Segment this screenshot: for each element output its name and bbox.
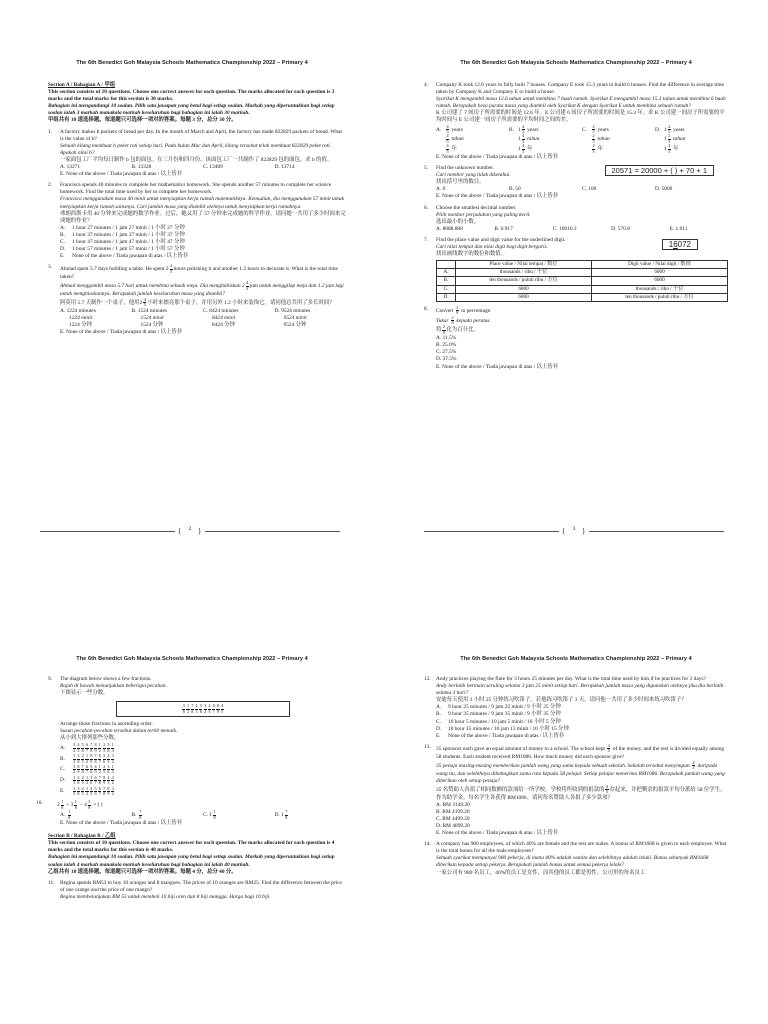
fraction: $\frac{1}{8}$ xyxy=(68,809,71,820)
fraction: $\frac{4}{5}$ xyxy=(94,764,97,775)
page-3 xyxy=(384,0,768,535)
question-text-zh: 下图显示一些分数。 xyxy=(60,690,109,697)
fraction: $\frac{2}{5}$ xyxy=(668,133,671,144)
option-d-zh: 9524 分钟 xyxy=(283,322,307,329)
option-b[interactable]: B. 25.0% xyxy=(436,342,457,349)
option-a[interactable]: A. 13271 xyxy=(60,164,81,171)
question-text-ms: Tukar $\frac{2}{8}$ kepada peratus. xyxy=(436,314,491,325)
option-b[interactable]: B. 9 hour 35 minutes / 9 jam 35 minit / 9 小时 35 分钟 xyxy=(436,711,561,718)
option-a[interactable]: A. RM 3149.20 xyxy=(436,801,470,808)
option-b[interactable]: B. 0.917 xyxy=(494,225,513,232)
q9-options xyxy=(60,743,346,796)
table-cell: 6000 xyxy=(592,269,728,277)
question-14 xyxy=(424,841,728,876)
fraction: $\frac{3}{8}$ xyxy=(77,753,80,764)
fraction: $\frac{4}{5}$ xyxy=(446,133,449,144)
page-content xyxy=(48,82,346,336)
option-d[interactable]: D. 10 hour 15 minutes / 10 jam 15 minit / 10 小时 15 分钟 xyxy=(436,725,569,732)
fraction: $\frac{8}{9}$ xyxy=(90,753,93,764)
fraction: $\frac{4}{5}$ xyxy=(77,742,80,753)
question-text-zh: K 公司建了 7 间房子所需要的时间是 12.6 年。E 公司建 6 间房子所需要的时间是 15.3 年。求 K 公司建一间房子所需要的平均时间与 E 公司建一间房子所需要的平均时间之间的差。 xyxy=(436,110,725,124)
fraction: $\frac{6}{7}$ xyxy=(85,742,89,753)
fraction: $\frac{1}{2}$ xyxy=(186,703,190,714)
question-text-ms: Rajah di bawah menunjukkan beberapa pecahan. xyxy=(60,683,167,690)
fraction: $\frac{7}{8}$ xyxy=(98,774,101,786)
question-number: 6. xyxy=(424,204,429,211)
question-text-en: Company K took 12.6 years to fully built 7 houses. Company E took 15.3 years to build 6 houses. Find the difference in average time taken by Company K and Company E to build a house. xyxy=(436,82,724,96)
fraction: $\frac{1}{2}$ xyxy=(98,742,101,753)
table-header-row xyxy=(437,261,728,269)
question-text-en: The diagram below shows a few fractions. xyxy=(60,676,152,682)
option-b[interactable]: B. 1 hour 37 minutes / 1 jam 37 minit / 1 小时 37 分钟 xyxy=(60,231,185,238)
option-c[interactable]: C. 10010.3 xyxy=(552,225,577,232)
fraction: $\frac{4}{5}$ xyxy=(90,785,93,797)
option-d[interactable]: D.1 $\frac{2}{5}$ years 1 $\frac{2}{5}$ tahun 1 $\frac{2}{5}$ 年 xyxy=(655,123,686,154)
option-b-zh: 1524 分钟 xyxy=(140,322,164,329)
fraction: $\frac{3}{2}$ xyxy=(73,742,76,753)
table-row[interactable] xyxy=(437,293,728,301)
question-2 xyxy=(48,182,346,260)
page-content xyxy=(36,676,346,901)
question-number: 2. xyxy=(48,182,53,189)
fraction: $\frac{4}{5}$ xyxy=(522,123,525,134)
fraction: $\frac{6}{7}$ xyxy=(94,774,97,786)
table-row[interactable] xyxy=(437,277,728,285)
option-b[interactable]: B. 50 xyxy=(509,186,521,193)
fraction: $\frac{3}{2}$ xyxy=(73,764,76,775)
section-a-intro-zh: 甲组共有 10 道选择题。每道题只可选择一项对的答案。每题 3 分，总分 30 分。 xyxy=(48,117,237,124)
question-number: 12. xyxy=(424,676,431,682)
page-number: 3 xyxy=(572,526,576,532)
table-cell: thousands / ribu / 千位 xyxy=(592,285,728,293)
question-text-ms: Cari nilai tempat dan nilai digit bagi digit bergaris. xyxy=(436,244,548,251)
question-number: 11. xyxy=(48,879,55,886)
option-c[interactable]: C. $\frac{2}{5}$ years $\frac{2}{5}$ tahun $\frac{2}{5}$ 年 xyxy=(582,123,610,154)
option-a[interactable]: A. 1224 minutes xyxy=(60,307,96,314)
question-number: 4. xyxy=(424,82,429,88)
question-text-zh: 弗朗西斯卡用 40 分钟来完成她的数学作业。过后，她又用了 57 分钟来完成她的科学作业。请问她一共用了多少时间来完成她的作业？ xyxy=(60,210,346,224)
fraction: $\frac{3}{8}$ xyxy=(107,764,110,775)
option-a[interactable]: A. $\frac{4}{5}$ years $\frac{4}{5}$ tahun $\frac{4}{5}$ 年 xyxy=(436,123,464,154)
place-value-table xyxy=(436,260,728,301)
option-e[interactable]: E. None of the above / Tiada jawapan di atas / 以上皆非 xyxy=(60,329,183,336)
question-number: 8. xyxy=(424,305,429,312)
fraction: $\frac{1}{2}$ xyxy=(85,774,89,786)
fraction: $\frac{1}{8}$ xyxy=(213,809,216,820)
fraction: $\frac{8}{9}$ xyxy=(94,742,97,753)
fraction: $\frac{1}{3}$ xyxy=(73,753,76,764)
fraction: $\frac{5}{6}$ xyxy=(94,785,97,797)
fraction: $\frac{7}{8}$ xyxy=(285,809,288,820)
question-text-ms: Cari nombor yang tidak diketahui. xyxy=(436,172,511,179)
fraction: $\frac{4}{5}$ xyxy=(143,297,146,308)
fraction: $\frac{8}{9}$ xyxy=(216,703,220,714)
section-b-intro-zh: 乙组共有 10 道选择题。每道题只可选择一项对的答案。每题 4 分，总分 40 分。 xyxy=(48,868,237,875)
question-text-ms: Regina membelanjakan RM 53 untuk membeli 10 biji oren dan 8 biji mangga. Harga bagi 10 biji xyxy=(60,893,270,900)
fraction: $\frac{2}{5}$ xyxy=(103,742,106,753)
fraction: $\frac{2}{5}$ xyxy=(668,143,671,154)
question-number: 3. xyxy=(48,264,53,271)
fraction: $\frac{2}{8}$ xyxy=(442,324,445,335)
fraction: $\frac{1}{3}$ xyxy=(111,742,114,753)
table-header-cell xyxy=(437,261,456,269)
question-11 xyxy=(48,880,346,901)
question-text-ms: Sebuah kilang membuat b peket roti setiap hari. Pada bulan Mac dan April, kilang tersebut telah membuat 822829 peket roti. Apakah nilai b? xyxy=(60,142,332,156)
question-number: 10. xyxy=(36,800,43,807)
table-cell: B. xyxy=(437,277,456,285)
table-cell: 6000 xyxy=(456,293,592,301)
page-header: The 6th Benedict Goh Malaysia Schools Mathematics Championship 2022 – Primary 4 xyxy=(460,656,692,662)
option-e[interactable]: E. $\frac{1}{3}$ $\frac{3}{8}$ $\frac{2}{5}$ $\frac{1}{2}$ $\frac{4}{5}$ $\frac{5}{6}$ $\frac{6}{7}$ $\frac{7}{8}$ $\frac{8}{9}$ $\frac{3}{2}$ xyxy=(60,785,114,797)
question-text-en: Ahmad spent 5.7 days building a table. He spent 2 $\frac{4}{5}$ hours polishing it and another 1.2 hours to decorate it. What is the total time taken? xyxy=(60,263,338,281)
section-b-intro-en: This section consists of 10 questions. Choose one correct answer for each question. The marks allocated for each question is 4 marks and the total marks for this section is 40 marks. xyxy=(48,840,335,854)
question-number: 9. xyxy=(48,676,53,682)
fraction: $\frac{5}{6}$ xyxy=(90,774,93,786)
question-text-en: A company has 980 employees, of which 40% are female and the rest are males. A bonus of RM1668 is given to each employee. What is the total bonus for all the male employees? xyxy=(436,841,727,855)
fraction: $\frac{4}{5}$ xyxy=(522,133,525,144)
fraction: $\frac{2}{5}$ xyxy=(81,753,84,764)
option-b[interactable]: B.1 $\frac{4}{5}$ years 1 $\frac{4}{5}$ tahun 1 $\frac{4}{5}$ 年 xyxy=(509,123,540,154)
fraction: $\frac{3}{8}$ xyxy=(77,785,80,797)
table-cell: 6000 xyxy=(592,277,728,285)
option-b[interactable]: B. RM 4199.20 xyxy=(436,808,470,815)
option-b[interactable]: B. $\frac{7}{8}$ xyxy=(131,809,142,820)
fraction: $\frac{2}{5}$ xyxy=(668,123,671,134)
fraction: $\frac{2}{5}$ xyxy=(592,123,595,134)
fraction: $\frac{8}{9}$ xyxy=(103,774,106,786)
fraction: $\frac{4}{5}$ xyxy=(107,753,110,764)
page-number: 2 xyxy=(188,526,192,532)
fraction: $\frac{7}{8}$ xyxy=(139,809,142,820)
number-value: 16072 xyxy=(668,239,691,249)
option-d[interactable]: D. 5000 xyxy=(655,186,673,193)
fraction: $\frac{1}{3}$ xyxy=(73,774,76,786)
question-text-zh: 一家公司有 980 名员工，40%的员工是女性，而其他的员工都是男性。公司里的每名员工 xyxy=(436,869,646,876)
option-a[interactable]: A. $\frac{1}{8}$ xyxy=(60,809,71,820)
fraction: $\frac{4}{5}$ xyxy=(522,143,525,154)
fraction: $\frac{4}{5}$ xyxy=(246,280,249,291)
question-text-en: Find the place value and digit value for the underlined digit. xyxy=(436,236,566,243)
fraction: $\frac{7}{8}$ xyxy=(81,764,84,775)
fraction: $\frac{3}{2}$ xyxy=(111,785,114,797)
question-text-zh: 找出画线数字的数位和数值。 xyxy=(436,251,507,258)
footer-bracket-left: { xyxy=(178,527,182,535)
option-e[interactable]: E. None of the above / Tiada jawapan di atas / 以上皆非 xyxy=(60,820,183,827)
question-text-zh: 找出括号里的数目。 xyxy=(436,179,485,186)
page-4 xyxy=(0,512,384,1024)
option-d[interactable]: D. 570.8 xyxy=(611,225,630,232)
fraction: $\frac{2}{5}$ xyxy=(81,785,84,797)
fraction: $\frac{7}{8}$ xyxy=(103,785,106,797)
option-a-ms: 1224 minit xyxy=(69,314,93,321)
option-b[interactable]: B. $\frac{1}{3}$ $\frac{3}{8}$ $\frac{2}{5}$ $\frac{1}{2}$ $\frac{8}{9}$ $\frac{7}{8}$ $\frac{6}{7}$ $\frac{5}{6}$ $\frac{4}{5}$ $\frac{3}{2}$ xyxy=(60,753,114,764)
section-b-title: Section B / Bahagian B / 乙组 xyxy=(48,833,116,840)
fraction: $\frac{3}{8}$ xyxy=(107,742,110,753)
fraction: $\frac{1}{3}$ xyxy=(195,703,198,714)
page-header: The 6th Benedict Goh Malaysia Schools Mathematics Championship 2022 – Primary 4 xyxy=(76,60,308,66)
fraction: $\frac{5}{6}$ xyxy=(199,703,202,714)
fraction: $\frac{2}{8}$ xyxy=(451,314,454,325)
option-a[interactable]: A. 11.5% xyxy=(436,335,457,342)
question-number: 7. xyxy=(424,236,429,243)
option-d[interactable]: D. 1 $\frac{7}{8}$ xyxy=(274,809,288,820)
section-a-title: Section A / Bahagian A / 甲组 xyxy=(48,82,116,88)
fraction: $\frac{2}{5}$ xyxy=(592,133,595,144)
instruction-zh: 从小到大排列那些分数。 xyxy=(60,735,120,742)
question-text-ms: Andy berlatih bermain seruling selama 3 jam 25 minit setiap hari. Berapakah jumlah masa yang digunakan olehnya jika dia berlatih selama 3 hari? xyxy=(436,683,724,697)
fraction: $\frac{1}{2}$ xyxy=(85,785,89,797)
option-d[interactable]: D. 13714 xyxy=(274,164,295,171)
question-12 xyxy=(424,676,728,740)
question-text-ms: Francisca menggunakan masa 40 minit untuk menyiapkan kerja rumah matematiknya. Kemudian, dia menggunakan 57 minit untuk menyiapkan kerja rumah sainsnya. Cari jumlah masa yang diambil olehnya untuk menyiapkan kerja rumahnya. xyxy=(60,196,345,210)
question-text-zh: 阿莫用 5.7 天制作一个桌子。他用2 $\frac{4}{5}$ 小时来擦亮那个桌子，并用另外 1.2 小时来装饰它。请问他总共用了多长时间？ xyxy=(60,297,335,308)
table-cell: ten thousands / puluh ribu / 万位 xyxy=(456,277,592,285)
option-c[interactable]: C. 27.5% xyxy=(436,349,457,356)
option-c[interactable]: C. 13489 xyxy=(203,164,223,171)
option-d[interactable]: D. RM 4899.20 xyxy=(436,822,470,829)
instruction-en: Arrange those fractions in ascending order. xyxy=(60,721,153,728)
question-text-ms: Pilih nombor perpuluhan yang paling kecil. xyxy=(436,211,531,218)
section-a-intro-en: This section consists of 10 questions. Choose one correct answer for each question. The marks allocated for each question is 3 marks and the total marks for this section is 30 marks. xyxy=(48,89,335,103)
question-number: 5. xyxy=(424,165,429,172)
fraction: $\frac{2}{5}$ xyxy=(103,764,106,775)
question-text-zh: 35 名赞助人各捐了相同数额的款项给一所学校。学校将所收到的捐款的 $\frac{4}{5}$ 存起来，并把剩余的捐款平均分派给 58 位学生，作为助学金。每名学生各获得 RM1086。请问每名赞助人各捐了多少款项？ xyxy=(436,783,726,801)
page-2 xyxy=(0,0,384,535)
table-cell: D. xyxy=(437,293,456,301)
question-text-en: Choose the smallest decimal number. xyxy=(436,204,517,211)
number-box xyxy=(662,239,698,250)
question-1 xyxy=(48,129,346,179)
fraction: $\frac{4}{5}$ xyxy=(446,123,449,134)
page-header: The 6th Benedict Goh Malaysia Schools Mathematics Championship 2022 – Primary 4 xyxy=(460,60,692,66)
option-c[interactable]: C. 8424 minutes xyxy=(203,307,239,314)
table-cell: A. xyxy=(437,269,456,277)
option-c[interactable]: C. $\frac{3}{2}$ $\frac{8}{9}$ $\frac{7}{8}$ $\frac{6}{7}$ $\frac{5}{6}$ $\frac{4}{5}$ $\frac{1}{2}$ $\frac{2}{5}$ $\frac{3}{8}$ $\frac{1}{3}$ xyxy=(60,764,114,775)
fraction: $\frac{2}{8}$ xyxy=(456,304,459,316)
section-a-intro-ms: Bahagian ini mengandungi 10 soalan. Pilih satu jawapan yang betul bagi setiap soalan. Markah yang diperuntukkan bagi setiap soalan ialah 3 markah manakala markah keseluruhan bagi bahagian ini ialah 30 markah. xyxy=(48,103,335,117)
option-e[interactable]: E. None of the above / Tiada jawapan di atas / 以上皆非 xyxy=(436,830,559,837)
question-text-ms: Sebuah syarikat mempunyai 980 pekerja, di mana 40% adalah wanita dan selebihnya adalah lelaki. Bonus sebanyak RM1668 diberikan kepada setiap pekerja. Berapakah jumlah bonus untuk semua pekerja lelaki? xyxy=(436,855,709,869)
table-header-cell: Place value / Nilai tempat / 数位 xyxy=(456,261,592,269)
question-5 xyxy=(424,165,728,200)
equation-box: 20571 = 20000 + ( ) + 70 + 1 xyxy=(605,165,715,176)
table-cell: thousands / ribu / 千位 xyxy=(456,269,592,277)
table-row[interactable] xyxy=(437,269,728,277)
option-c[interactable]: C. 1 hour 47 minutes / 1 jam 47 minit / 1 小时 47 分钟 xyxy=(60,238,185,245)
fraction: $\frac{5}{6}$ xyxy=(103,753,106,764)
option-a[interactable]: A. 1 hour 27 minutes / 1 jam 27 minit / 1 小时 27 分钟 xyxy=(60,224,185,231)
question-text-ms: 35 penaja masing-masing memberikan jumlah wang yang sama kepada sebuah sekolah. Sekolah tersebut menyimpan $\frac{4}{5}$ daripada wang itu, dan selebihnya dibahagikan sama rata kepada 58 pelajar. Setiap pelajar menerima RM1086. Berapakah jumlah wang yang diberikan oleh setiap penaja? xyxy=(436,759,725,784)
question-13 xyxy=(424,744,728,837)
fraction: $\frac{1}{3}$ xyxy=(111,764,114,775)
table-cell: 6000 xyxy=(456,285,592,293)
option-d-ms: 9524 minit xyxy=(283,314,307,321)
fraction: $\frac{6}{7}$ xyxy=(85,764,89,775)
option-d[interactable]: D. 37.5% xyxy=(436,356,457,363)
fraction: $\frac{7}{8}$ xyxy=(94,753,97,764)
fraction: $\frac{4}{5}$ xyxy=(221,703,224,714)
option-b[interactable]: B. 13328 xyxy=(131,164,152,171)
section-b-intro-ms: Bahagian ini mengandungi 10 soalan. Pilih satu jawapan yang betul bagi setiap soalan. Markah yang diperuntukkan bagi setiap soalan ialah 4 markah manakala markah keseluruhan bagi bahagian ini ialah 40 markah. xyxy=(48,854,335,868)
question-text-ms: Syarikat K mengambil masa 12.6 tahun untuk membina 7 buah rumah. Syarikat E mengambil masa 15.3 tahun untuk membina 6 buah rumah. Berapakah beza purata masa yang diambil oleh Syarikat K dengan Syarikat E untuk membina sebuah rumah? xyxy=(436,96,726,110)
option-a[interactable]: A. 0 xyxy=(436,186,446,193)
option-e[interactable]: E. None of the above / Tiada jawapan di atas / 以上皆非 xyxy=(436,732,565,739)
table-cell: ten thousands / puluh ribu / 万位 xyxy=(592,293,728,301)
page-content xyxy=(424,82,728,371)
option-a[interactable]: A. 9 hour 25 minutes / 9 jam 25 minit / 9 小时 25 分钟 xyxy=(436,704,561,711)
option-b-ms: 1524 minit xyxy=(140,314,164,321)
question-number: 14. xyxy=(424,841,431,848)
instruction-ms: Susun pecahan-pecahan tersebut dalam tertib menaik. xyxy=(60,728,178,735)
question-6 xyxy=(424,205,728,233)
fraction: $\frac{7}{8}$ xyxy=(90,742,93,753)
fraction: $\frac{8}{9}$ xyxy=(77,764,80,775)
fraction: $\frac{5}{6}$ xyxy=(81,742,84,753)
fraction: $\frac{4}{5}$ xyxy=(170,263,173,274)
option-b[interactable]: B. 1524 minutes xyxy=(131,307,167,314)
question-text-en: Find the unknown number. xyxy=(436,165,495,172)
table-row[interactable] xyxy=(437,285,728,293)
option-c[interactable]: C. 1 $\frac{1}{8}$ xyxy=(203,809,216,820)
option-d[interactable]: D. 9524 minutes xyxy=(274,307,311,314)
question-9 xyxy=(48,676,346,796)
fraction: $\frac{3}{2}$ xyxy=(204,703,207,714)
option-a[interactable]: A. $\frac{3}{2}$ $\frac{4}{5}$ $\frac{5}{6}$ $\frac{6}{7}$ $\frac{7}{8}$ $\frac{8}{9}$ $\frac{1}{2}$ $\frac{2}{5}$ $\frac{3}{8}$ $\frac{1}{3}$ xyxy=(60,742,114,753)
question-text-zh: 安迪每天使用 3 小时 25 分钟练习吹笛子。若他练习吹笛子 3 天，请问他一共用了多少时间来练习吹笛子？ xyxy=(436,697,687,704)
question-8 xyxy=(424,306,728,371)
question-text-en: Andy practices playing the flute for 3 hours 25 minutes per day. What is the total time used by him if he practices for 3 days? xyxy=(436,676,706,682)
fraction: $\frac{4}{5}$ xyxy=(446,143,449,154)
option-e[interactable]: E. None of the above / Tiada jawapan di atas / 以上皆非 xyxy=(60,253,189,260)
question-text-ms: Ahmad menggambil masa 5.7 hari untuk membina sebuah meja. Dia menghabiskan 2 $\frac{4}{5}$ jam untuk menggilap meja dan 1.2 jam lagi untuk menghiaskannya. Berapakah jumlah keseluruhan masa yang diambil? xyxy=(60,280,344,297)
question-text-zh: 一家面包工厂平均每日制作 b 包的面包。在三月份和四月份，该面包工厂一共制作了 822829 包的面包。求 b 的值。 xyxy=(60,156,333,163)
fraction: $\frac{4}{5}$ xyxy=(107,774,110,786)
fraction: $\frac{1}{2}$ xyxy=(85,753,89,764)
option-e[interactable]: E. None of the above / Tiada jawapan di atas / 以上皆非 xyxy=(436,193,559,200)
question-4 xyxy=(424,82,728,161)
fraction: $\frac{6}{7}$ xyxy=(212,703,215,714)
page-header: The 6th Benedict Goh Malaysia Schools Mathematics Championship 2022 – Primary 4 xyxy=(76,656,308,662)
question-7 xyxy=(424,237,728,302)
fraction: $\frac{3}{8}$ xyxy=(77,774,80,786)
q4-options xyxy=(436,125,728,154)
footer-bracket-right: } xyxy=(198,527,202,535)
page-5 xyxy=(384,512,768,1024)
question-text-en: A factory makes b packets of bread per day. In the month of March and April, the factory has made 822829 packets of bread. What is the value of b? xyxy=(60,128,343,142)
question-text-zh: 选出最小的小数。 xyxy=(436,218,480,225)
fraction: $\frac{3}{8}$ xyxy=(182,703,185,714)
question-number: 13. xyxy=(424,743,431,750)
option-a-zh: 1224 分钟 xyxy=(69,322,92,329)
option-d[interactable]: D. $\frac{1}{3}$ $\frac{3}{8}$ $\frac{2}{5}$ $\frac{1}{2}$ $\frac{5}{6}$ $\frac{6}{7}$ $\frac{7}{8}$ $\frac{8}{9}$ $\frac{4}{5}$ $\frac{3}{2}$ xyxy=(60,774,114,786)
q10-options xyxy=(60,810,346,820)
option-c[interactable]: C. RM 4499.20 xyxy=(436,815,470,822)
fraction: $\frac{8}{9}$ xyxy=(107,785,110,797)
question-text-en: 35 sponsors each gave an equal amount of money to a school. The school kept $\frac{4}{5}$ of the money, and the rest is divided equally among 58 students. Each student received RM1086. How much money did each sponsor give? xyxy=(436,742,725,760)
table-header-cell: Digit value / Nilai digit / 数值 xyxy=(592,261,728,269)
question-10 xyxy=(36,799,346,827)
fraction: $\frac{1}{3}$ xyxy=(73,785,76,797)
fraction: $\frac{3}{2}$ xyxy=(111,774,114,786)
fraction: $\frac{6}{7}$ xyxy=(98,785,101,797)
fractions-box xyxy=(116,701,290,717)
option-d[interactable]: D. 1 hour 57 minutes / 1 jam 57 minit / 1 小时 57 分钟 xyxy=(60,246,185,253)
footer-bracket-right: } xyxy=(582,527,586,535)
fraction: $\frac{6}{7}$ xyxy=(98,753,101,764)
fraction: $\frac{1}{2}$ xyxy=(98,764,101,775)
question-text-en: Convert $\frac{2}{8}$ to percentage. xyxy=(436,304,492,316)
fraction: $\frac{2}{5}$ xyxy=(81,774,84,786)
fraction: $\frac{2}{5}$ xyxy=(208,703,211,714)
question-3 xyxy=(48,264,346,336)
option-a[interactable]: A. 8088.888 xyxy=(436,225,463,232)
fraction: $\frac{7}{8}$ xyxy=(191,703,194,714)
option-c-zh: 8424 分钟 xyxy=(212,322,235,329)
fraction: $\frac{5}{6}$ xyxy=(90,764,93,775)
question-text-en: Regina spends RM53 to buy 10 oranges and 8 mangoes. The prices of 10 oranges are RM25. Find the difference between the price of one orange and the price of one mango? xyxy=(60,879,342,893)
question-expression: 2 $\frac{1}{8}$ + 3 $\frac{1}{8}$ − 4 $\frac{3}{8}$ = ( ) xyxy=(57,799,103,810)
option-e[interactable]: E. 1.011 xyxy=(669,225,688,232)
option-e[interactable]: E. None of the above / Tiada jawapan di atas / 以上皆非 xyxy=(60,171,183,178)
fraction: $\frac{2}{5}$ xyxy=(592,143,595,154)
option-e[interactable]: E. None of the above / Tiada jawapan di atas / 以上皆非 xyxy=(436,363,559,370)
page-content xyxy=(424,676,728,877)
option-c[interactable]: C. 10 hour 5 minutes / 10 jam 5 minit / 10 小时 5 分钟 xyxy=(436,718,561,725)
option-e[interactable]: E. None of the above / Tiada jawapan di atas / 以上皆非 xyxy=(436,154,559,160)
option-c-ms: 8424 minit xyxy=(212,314,236,321)
option-c[interactable]: C. 100 xyxy=(582,186,597,193)
question-text-zh: 将 $\frac{2}{8}$ 化为百分比。 xyxy=(436,324,479,335)
footer-bracket-left: { xyxy=(562,527,566,535)
fraction: $\frac{3}{2}$ xyxy=(111,753,114,764)
question-number: 1. xyxy=(48,128,53,135)
table-cell: C. xyxy=(437,285,456,293)
question-text-en: Francisca spends 40 minutes to complete her mathematics homework. She spends another 57 minutes to complete her science homework. Find the total time used by her to complete her homework. xyxy=(60,182,332,196)
